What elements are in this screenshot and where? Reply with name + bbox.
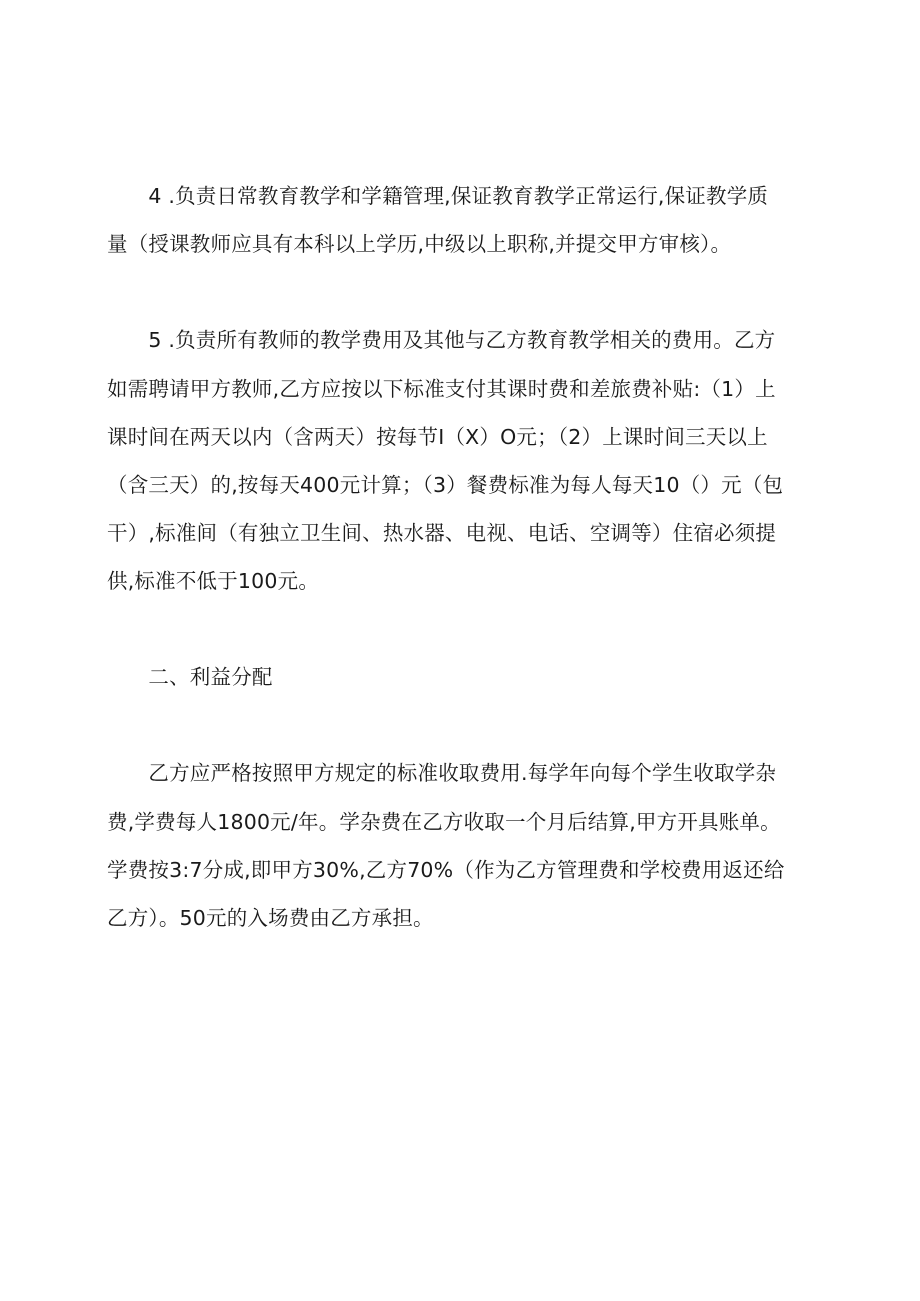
profit-paragraph-line-4: 乙方）。50元的入场费由乙方承担。 xyxy=(107,906,434,930)
paragraph-5-line-4: （含三天）的,按每天400元计算；（3）餐费标准为每人每天10（）元（包 xyxy=(107,473,784,497)
paragraph-5-line-2: 如需聘请甲方教师,乙方应按以下标准支付其课时费和差旅费补贴:（1）上 xyxy=(107,377,776,401)
paragraph-4-line-2: 量（授课教师应具有本科以上学历,中级以上职称,并提交甲方审核）。 xyxy=(107,232,732,256)
paragraph-5-line-3: 课时间在两天以内（含两天）按每节I（X）O元；（2）上课时间三天以上 xyxy=(107,425,768,449)
profit-paragraph-line-3: 学费按3:7分成,即甲方30%,乙方70%（作为乙方管理费和学校费用返还给 xyxy=(107,858,785,882)
section-heading: 二、利益分配 xyxy=(107,665,273,689)
paragraph-5-line-1: 5 .负责所有教师的教学费用及其他与乙方教育教学相关的费用。乙方 xyxy=(107,328,776,352)
paragraph-4-line-1: 4 .负责日常教育教学和学籍管理,保证教育教学正常运行,保证教学质 xyxy=(107,184,769,208)
paragraph-5-line-6: 供,标准不低于100元。 xyxy=(107,569,320,593)
profit-paragraph-line-1: 乙方应严格按照甲方规定的标准收取费用.每学年向每个学生收取学杂 xyxy=(107,761,777,785)
paragraph-5-line-5: 干）,标准间（有独立卫生间、热水器、电视、电话、空调等）住宿必须提 xyxy=(107,521,777,545)
profit-paragraph-line-2: 费,学费每人1800元/年。学杂费在乙方收取一个月后结算,甲方开具账单。 xyxy=(107,810,781,834)
